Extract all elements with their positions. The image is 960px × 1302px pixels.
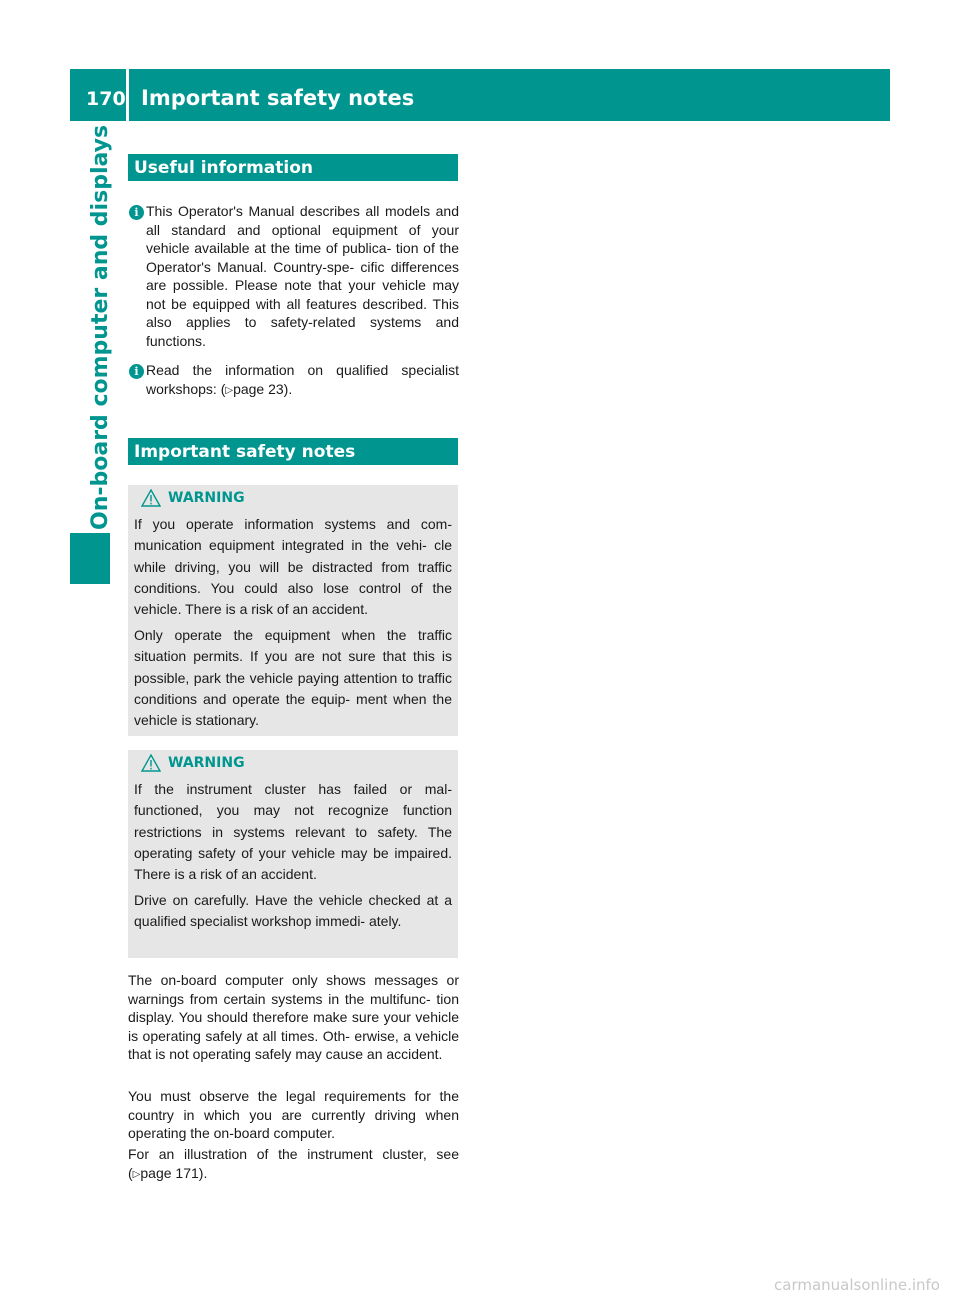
section-title-important-safety-notes: Important safety notes <box>134 442 356 462</box>
page-number: 170 <box>86 88 126 110</box>
warning-paragraph: If the instrument cluster has failed or mal- functioned, you may not recognize function restrictions in systems relevant to safety. The operating safety of your vehicle may be impaired. There is a risk of an accident. <box>134 781 452 883</box>
warning-paragraph: Only operate the equipment when the traffic situation permits. If you are not sure that this is possible, park the vehicle paying attention to traffic conditions and operate the equip- ment when the vehicle is stationary. <box>134 627 452 729</box>
warning-label: WARNING <box>168 490 245 506</box>
body-paragraph-illustration <box>128 1145 459 1184</box>
info-icon: i <box>129 364 144 379</box>
info-paragraph-workshops <box>146 361 459 400</box>
section-title-useful-information: Useful information <box>134 158 314 178</box>
side-tab-label: On-board computer and displays <box>88 124 113 530</box>
body3-text: For an illustration of the instrument cluster, see ( <box>128 1146 459 1181</box>
info2-text: Read the information on qualified specialist workshops: ( <box>146 362 459 397</box>
warning-label: WARNING <box>168 755 245 771</box>
page-reference-arrow-icon: ▷ <box>225 384 234 396</box>
info2-end: ). <box>283 380 293 397</box>
warning-triangle-icon <box>141 754 161 772</box>
warning-paragraph: If you operate information systems and com- munication equipment integrated in the vehi- cle while driving, you will be distracted from traffic conditions. You could also lose control of the vehicle. There is a risk of an accident. <box>134 516 452 618</box>
warning-triangle-icon <box>141 489 161 507</box>
page-reference-link[interactable]: page 23 <box>233 380 284 397</box>
warning-paragraph: Drive on carefully. Have the vehicle checked at a qualified specialist workshop immedi- ately. <box>134 892 452 930</box>
body-paragraph-messages: The on-board computer only shows messages or warnings from certain systems in the multifunc- tion display. You should therefore make sure your vehicle is operating safely at all times. Oth- erwise, a vehicle that is not operating safely may cause an accident. <box>128 972 459 1062</box>
side-tab-marker <box>70 533 110 584</box>
info-paragraph-models: This Operator's Manual describes all models and all standard and optional equipment of your vehicle available at the time of publica- tion of the Operator's Manual. Country-spe- cific differences are possible. Please note that your vehicle may not be equipped with all features described. This also applies to safety-related systems and functions. <box>146 203 459 349</box>
header-divider <box>126 69 129 121</box>
page-title: Important safety notes <box>141 86 415 110</box>
page-reference-link[interactable]: page 171 <box>140 1164 199 1181</box>
watermark: carmanualsonline.info <box>774 1276 940 1294</box>
body3-end: ). <box>198 1164 208 1181</box>
body-paragraph-legal: You must observe the legal requirements for the country in which you are currently driving when operating the on-board computer. <box>128 1088 459 1141</box>
page-reference-arrow-icon: ▷ <box>132 1168 141 1180</box>
info-icon: i <box>129 205 144 220</box>
